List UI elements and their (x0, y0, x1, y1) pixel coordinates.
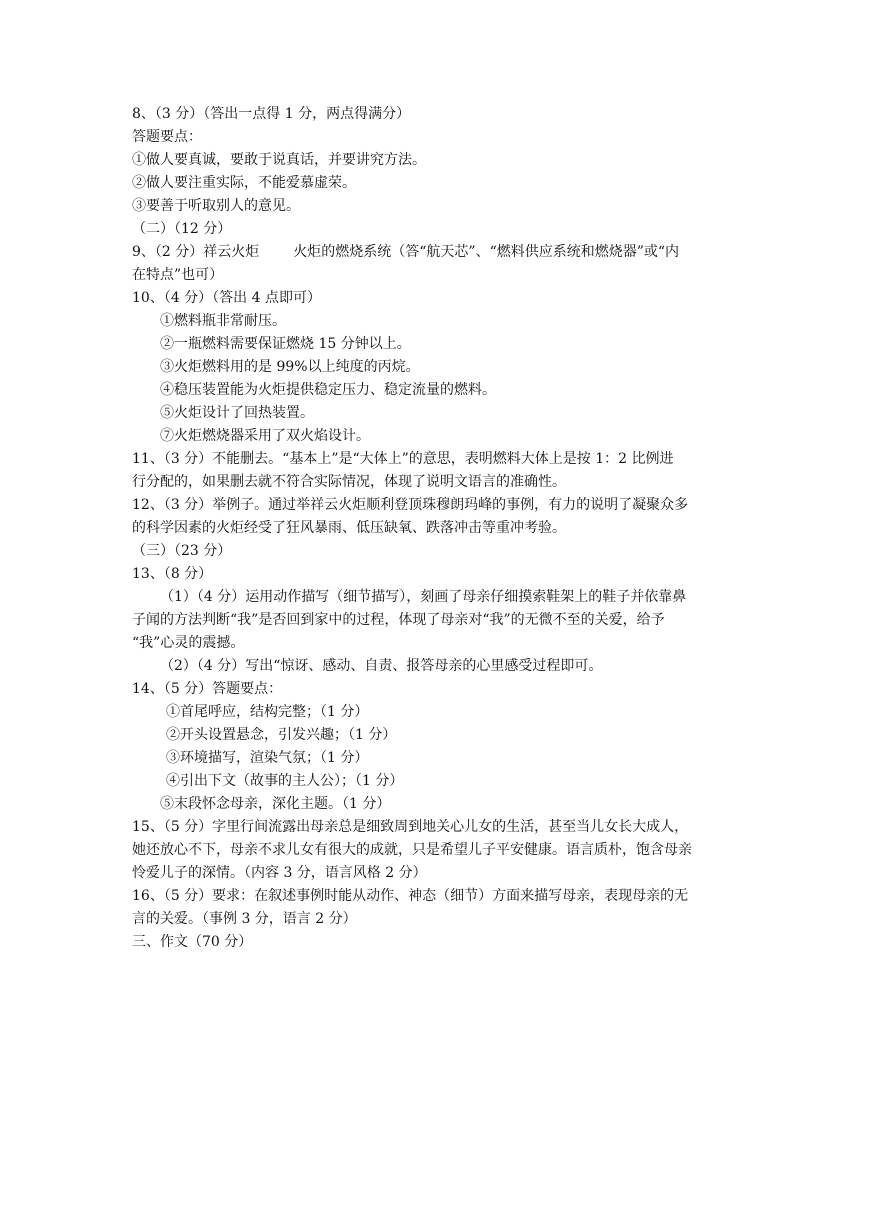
q9-line-1 (132, 241, 738, 264)
q9-line-2: 在特点”也可） (132, 267, 224, 283)
composition-heading: 三、作文（70 分） (132, 934, 253, 950)
q8-point-3: ③要善于听取别人的意见。 (132, 198, 300, 214)
q8-point-1: ①做人要真诚，要敢于说真话，并要讲究方法。 (132, 152, 426, 168)
q16-line-2: 言的关爱。（事例 3 分，语言 2 分） (132, 911, 357, 927)
q11-line-2: 行分配的，如果删去就不符合实际情况，体现了说明文语言的准确性。 (132, 474, 566, 490)
q8-heading: 8、（3 分）（答出一点得 1 分，两点得满分） (132, 106, 411, 122)
q10-point-3: ③火炬燃料用的是 99%以上纯度的丙烷。 (160, 359, 420, 375)
q12-line-2: 的科学因素的火炬经受了狂风暴雨、低压缺氧、跌落冲击等重冲考验。 (132, 520, 566, 536)
q15-line-3: 怜爱儿子的深情。（内容 3 分，语言风格 2 分） (132, 865, 427, 881)
q11-line-1: 11、（3 分）不能删去。“基本上”是“大体上”的意思，表明燃料大体上是按 1：2 比例进 (132, 451, 674, 467)
q12-line-1: 12、（3 分）举例子。通过举祥云火炬顺利登顶珠穆朗玛峰的事例，有力的说明了凝聚众多 (132, 497, 689, 513)
section-2-heading: （二）（12 分） (132, 221, 232, 237)
q14-point-3: ③环境描写，渲染气氛；（1 分） (166, 750, 369, 766)
q15-line-2: 她还放心不下，母亲不求儿女有很大的成就，只是希望儿子平安健康。语言质朴，饱含母亲 (132, 842, 692, 858)
q14-point-1: ①首尾呼应，结构完整；（1 分） (166, 704, 369, 720)
q14-point-2: ②开头设置悬念，引发兴趣；（1 分） (166, 727, 397, 743)
q14-point-4: ④引出下文（故事的主人公）；（1 分） (166, 773, 404, 789)
q10-point-4: ④稳压装置能为火炬提供稳定压力、稳定流量的燃料。 (160, 382, 496, 398)
q13-heading: 13、（8 分） (132, 566, 213, 582)
q10-point-7: ⑦火炬燃烧器采用了双火焰设计。 (160, 428, 370, 444)
q9-answer-b: 火炬的燃烧系统（答“航天芯”、“燃料供应系统和燃烧器”或“内 (293, 244, 680, 260)
answer-key-content (132, 103, 738, 954)
q15-line-1: 15、（5 分）字里行间流露出母亲总是细致周到地关心儿女的生活，甚至当儿女长大成人， (132, 819, 689, 835)
q8-point-2: ②做人要注重实际，不能爱慕虚荣。 (132, 175, 356, 191)
q10-point-1: ①燃料瓶非常耐压。 (160, 313, 286, 329)
q14-heading: 14、（5 分）答题要点： (132, 681, 283, 697)
q16-line-1: 16、（5 分）要求：在叙述事例时能从动作、神态（细节）方面来描写母亲，表现母亲的无 (132, 888, 689, 904)
q10-point-2: ②一瓶燃料需要保证燃烧 15 分钟以上。 (160, 336, 411, 352)
q8-key-points-label: 答题要点： (132, 129, 202, 145)
section-3-heading: （三）（23 分） (132, 543, 232, 559)
q9-answer-a: 9、（2 分）祥云火炬 (132, 244, 260, 260)
q14-point-5: ⑤末段怀念母亲，深化主题。（1 分） (160, 796, 391, 812)
q13-part-2: （2）（4 分）写出“惊讶、感动、自责、报答母亲的心里感受过程即可。 (160, 658, 603, 674)
q13-part-1-line-3: “我”心灵的震撼。 (132, 635, 245, 651)
q13-part-1-line-2: 子闻的方法判断“我”是否回到家中的过程，体现了母亲对“我”的无微不至的关爱，给予 (132, 612, 665, 628)
q10-point-5: ⑤火炬设计了回热装置。 (160, 405, 314, 421)
q13-part-1-line-1: （1）（4 分）运用动作描写（细节描写），刻画了母亲仔细摸索鞋架上的鞋子并依靠鼻 (160, 589, 687, 605)
q10-heading: 10、（4 分）（答出 4 点即可） (132, 290, 321, 306)
